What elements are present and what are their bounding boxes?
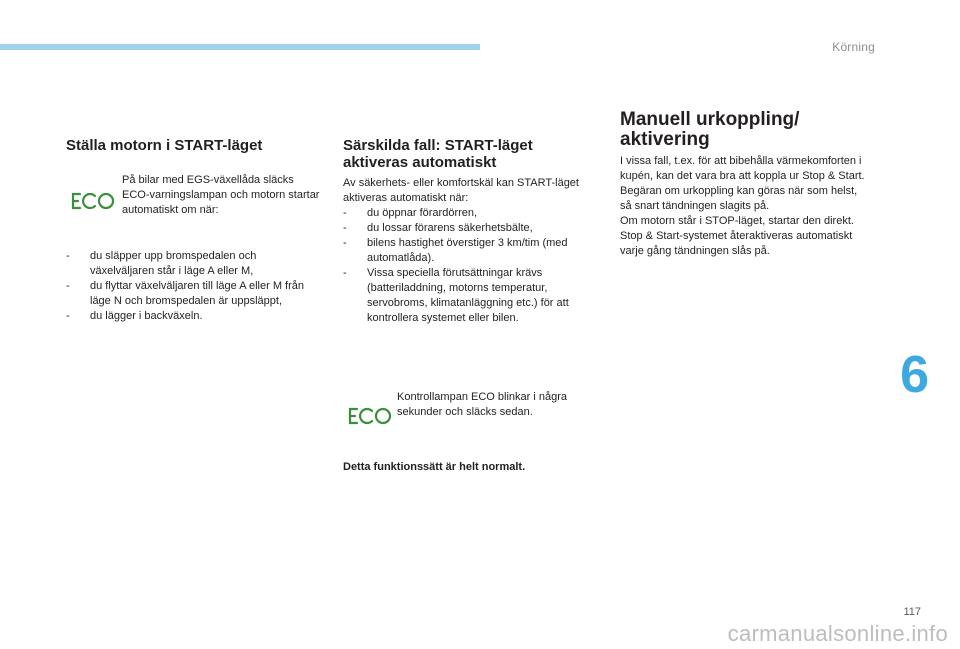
- list-item: [66, 309, 316, 324]
- col2-heading: [343, 137, 593, 171]
- page-number: 117: [903, 606, 921, 618]
- col1-eco-text: På bilar med EGS-växellåda släcks ECO-varningslampan och motorn startar automatiskt om när:: [122, 174, 320, 216]
- col3-paragraph: Stop & Start-systemet återaktiveras automatiskt varje gång tändningen slås på.: [620, 230, 853, 257]
- list-item-text: du öppnar förardörren,: [367, 207, 478, 219]
- col3-paragraph: Om motorn står i STOP-läget, startar den direkt.: [620, 215, 854, 227]
- list-dash: -: [66, 250, 70, 262]
- list-dash: -: [66, 280, 70, 292]
- watermark: carmanualsonline.info: [727, 621, 948, 646]
- col3-title: Manuell urkoppling/ aktivering: [620, 109, 800, 150]
- col1-heading: [66, 137, 326, 154]
- list-dash: -: [343, 267, 347, 279]
- list-item: [66, 249, 316, 279]
- list-item-text: Vissa speciella förutsättningar krävs (batteriladdning, motorns temperatur, servobroms, klimatanläggning etc.) för att kontrollera systemet eller bilen.: [367, 267, 569, 324]
- col2-title: Särskilda fall: START-läget aktiveras automatiskt: [343, 137, 533, 171]
- list-item: [343, 236, 593, 266]
- eco-icon: [68, 190, 116, 212]
- col2-intro: Av säkerhets- eller komfortskäl kan START-läget aktiveras automatiskt när:: [343, 177, 579, 204]
- col2-eco-text: Kontrollampan ECO blinkar i några sekunder och släcks sedan.: [397, 391, 567, 418]
- col2-note: Detta funktionssätt är helt normalt.: [343, 461, 526, 473]
- list-item: [343, 206, 593, 221]
- list-item-text: bilens hastighet överstiger 3 km/tim (med automatlåda).: [367, 237, 568, 264]
- col1-list: [66, 249, 316, 324]
- col3-paragraph: Begäran om urkoppling kan göras när som helst, så snart tändningen slagits på.: [620, 185, 858, 212]
- chapter-number: 6: [900, 346, 929, 404]
- col3-paragraph: I vissa fall, t.ex. för att bibehålla värmekomforten i kupén, kan det vara bra att koppla ur Stop & Start.: [620, 155, 865, 182]
- list-item: [343, 221, 593, 236]
- col1-title: Ställa motorn i START-läget: [66, 137, 263, 154]
- list-item: [343, 266, 593, 326]
- list-item-text: du flyttar växelväljaren till läge A eller M från läge N och bromspedalen är uppsläppt,: [90, 280, 304, 307]
- top-accent-bar: [0, 44, 480, 50]
- list-item-text: du lägger i backväxeln.: [90, 310, 203, 322]
- list-item: [66, 279, 316, 309]
- col3-heading: [620, 110, 880, 150]
- section-title: Körning: [832, 40, 875, 54]
- eco-icon: [345, 405, 393, 427]
- col2-intro-block: [343, 176, 593, 326]
- col3-body: [620, 154, 865, 259]
- list-dash: -: [343, 222, 347, 234]
- list-dash: -: [66, 310, 70, 322]
- list-item-text: du lossar förarens säkerhetsbälte,: [367, 222, 533, 234]
- list-dash: -: [343, 207, 347, 219]
- list-dash: -: [343, 237, 347, 249]
- list-item-text: du släpper upp bromspedalen och växelväljaren står i läge A eller M,: [90, 250, 257, 277]
